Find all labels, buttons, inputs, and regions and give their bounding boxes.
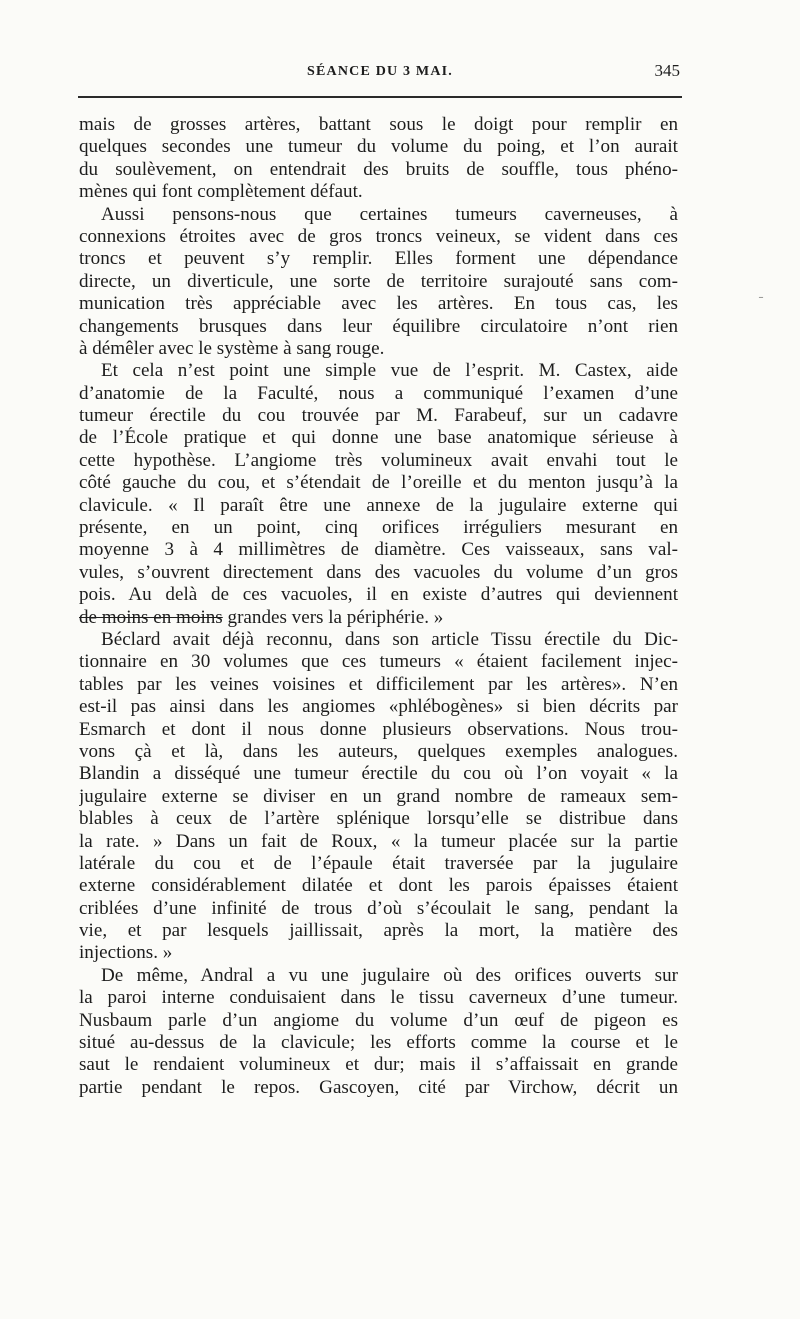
text-line: la paroi interne conduisaient dans le tissu caverneux d’une tumeur. <box>79 987 678 1009</box>
text-line: Et cela n’est point une simple vue de l’esprit. M. Castex, aide <box>101 360 678 382</box>
text-line: moyenne 3 à 4 millimètres de diamètre. Ces vaisseaux, sans val- <box>79 539 678 561</box>
text-line: vons çà et là, dans les auteurs, quelques exemples analogues. <box>79 740 678 762</box>
text-line: tables par les veines voisines et difficilement par les artères». N’en <box>79 673 678 695</box>
text-line: d’anatomie de la Faculté, nous a communiqué l’examen d’une <box>79 382 678 404</box>
text-line: mènes qui font complètement défaut. <box>79 181 363 203</box>
text-line: vules, s’ouvrent directement dans des vacuoles du volume d’un gros <box>79 561 678 583</box>
text-line: la rate. » Dans un fait de Roux, « la tumeur placée sur la partie <box>79 830 678 852</box>
text-line: Nusbaum parle d’un angiome du volume d’un œuf de pigeon es <box>79 1009 678 1031</box>
body-text <box>79 114 678 1099</box>
text-line: situé au-dessus de la clavicule; les efforts comme la course et le <box>79 1032 678 1054</box>
text-line: munication très appréciable avec les artères. En tous cas, les <box>79 293 678 315</box>
text-line: mais de grosses artères, battant sous le doigt pour remplir en <box>79 114 678 135</box>
text-line: injections. » <box>79 942 173 964</box>
page-number: 345 <box>654 61 680 80</box>
text-line: criblées d’une infinité de trous d’où s’écoulait le sang, pendant la <box>79 897 678 919</box>
text-line: Blandin a disséqué une tumeur érectile du cou où l’on voyait « la <box>79 763 678 785</box>
text-line: du soulèvement, on entendrait des bruits de souffle, tous phéno- <box>79 158 678 180</box>
text-line-remainder: grandes vers la périphérie. » <box>227 606 444 628</box>
text-line: pois. Au delà de ces vacuoles, il en existe d’autres qui deviennent <box>79 584 678 606</box>
margin-mark: – <box>758 292 764 303</box>
page-header <box>78 60 682 90</box>
text-line: cette hypothèse. L’angiome très volumineux avait envahi tout le <box>79 449 678 471</box>
text-line: directe, un diverticule, une sorte de territoire surajouté sans com- <box>79 270 678 292</box>
text-line: externe considérablement dilatée et dont les parois épaisses étaient <box>79 875 678 897</box>
text-line: est-il pas ainsi dans les angiomes «phlébogènes» si bien décrits par <box>79 696 678 718</box>
text-line: de l’École pratique et qui donne une base anatomique sérieuse à <box>79 427 678 449</box>
text-line: blables à ceux de l’artère splénique lorsqu’elle se distribue dans <box>79 808 678 830</box>
text-line: changements brusques dans leur équilibre circulatoire n’ont rien <box>79 315 678 337</box>
text-line: clavicule. « Il paraît être une annexe de la jugulaire externe qui <box>79 494 678 516</box>
text-line: à démêler avec le système à sang rouge. <box>79 337 385 359</box>
text-line: Aussi pensons-nous que certaines tumeurs caverneuses, à <box>101 203 678 225</box>
text-line: saut le rendaient volumineux et dur; mais il s’affaissait en grande <box>79 1054 678 1076</box>
text-line: quelques secondes une tumeur du volume du poing, et l’on aurait <box>79 136 678 158</box>
text-line: jugulaire externe se diviser en un grand nombre de rameaux sem- <box>79 785 678 807</box>
text-line: connexions étroites avec de gros troncs veineux, se vident dans ces <box>79 225 678 247</box>
text-line-struck <box>79 607 678 629</box>
text-line: Béclard avait déjà reconnu, dans son article Tissu érectile du Dic- <box>101 628 678 650</box>
text-line: partie pendant le repos. Gascoyen, cité par Virchow, décrit un <box>79 1076 678 1098</box>
header-rule <box>78 96 682 98</box>
text-line: Esmarch et dont il nous donne plusieurs observations. Nous trou- <box>79 718 678 740</box>
struck-text: de moins en moins <box>79 606 223 628</box>
text-line: troncs et peuvent s’y remplir. Elles forment une dépendance <box>79 248 678 270</box>
text-line: latérale du cou et de l’épaule était traversée par la jugulaire <box>79 852 678 874</box>
text-line: De même, Andral a vu une jugulaire où des orifices ouverts sur <box>101 964 678 986</box>
text-line: tumeur érectile du cou trouvée par M. Farabeuf, sur un cadavre <box>79 405 678 427</box>
text-line: vie, et par lesquels jaillissait, après la mort, la matière des <box>79 920 678 942</box>
running-title: SÉANCE DU 3 MAI. <box>307 64 453 79</box>
text-line: côté gauche du cou, et s’étendait de l’oreille et du menton jusqu’à la <box>79 472 678 494</box>
text-line: tionnaire en 30 volumes que ces tumeurs « étaient facilement injec- <box>79 651 678 673</box>
text-line: présente, en un point, cinq orifices irréguliers mesurant en <box>79 517 678 539</box>
